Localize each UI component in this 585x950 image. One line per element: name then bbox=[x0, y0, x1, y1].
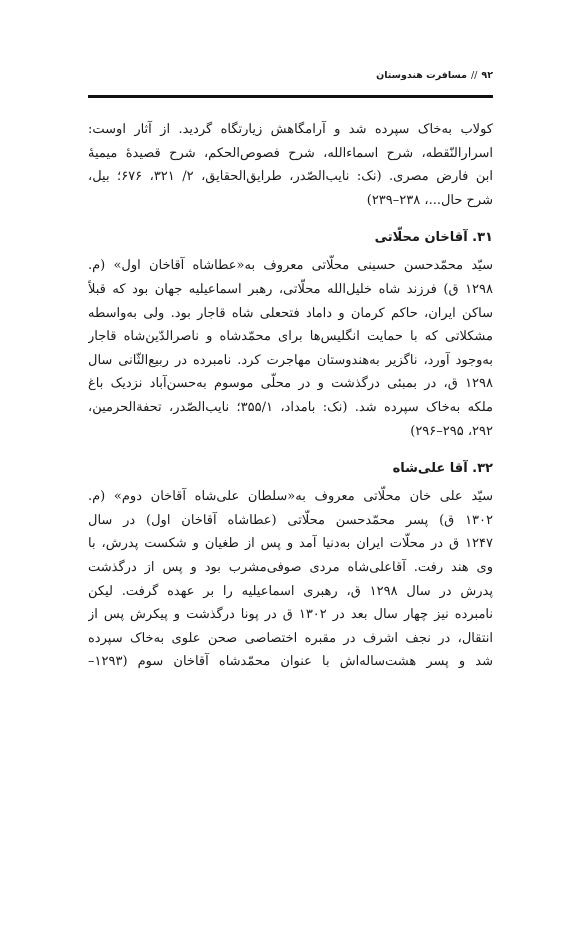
header-separator: // bbox=[470, 70, 478, 81]
page-number: ۹۲ bbox=[481, 70, 493, 81]
text-line: نامبرده نیز چهار سال بعد در ۱۳۰۲ ق در پونا درگذشت و پیکرش پس از bbox=[88, 607, 493, 623]
text-line: ملکه به‌خاک سپرده شد. (نک: بامداد، ۳۵۵/۱؛ نایب‌الصّدر، تحفة‌الحرمین، bbox=[88, 399, 493, 415]
page-body bbox=[88, 118, 493, 674]
book-page bbox=[88, 0, 493, 950]
text-line: ۲۹۲، ۲۹۵–۲۹۶) bbox=[410, 423, 493, 439]
text-line: پدرش در سال ۱۲۹۸ ق، رهبری اسماعیلیه را بر عهده گرفت. لیکن bbox=[88, 583, 493, 599]
section-heading-32: ۳۲. آقا علی‌شاه bbox=[392, 461, 493, 477]
text-line: ۱۲۹۸ ق، در بمبئی درگذشت و در محلّی موسوم به‌حسن‌آباد نزدیک باغ bbox=[88, 376, 493, 392]
text-line: وی هند رفت. آقاعلی‌شاه مردی صوفی‌مشرب بود و پس از درگذشت bbox=[88, 559, 493, 575]
section-heading-31: ۳۱. آقاخان محلّاتی bbox=[374, 230, 493, 246]
text-line: انتقال، در نجف اشرف در مقبره اختصاصی صحن علوی به‌خاک سپرده bbox=[88, 630, 493, 646]
text-line: شد و پسر هشت‌ساله‌اش با عنوان محمّدشاه آقاخان سوم (۱۲۹۳– bbox=[88, 654, 493, 670]
book-title: مسافرت هندوستان bbox=[376, 70, 467, 81]
text-line: سیّد محمّدحسن حسینی محلّاتی معروف به«عطاشاه آقاخان اول» (م. bbox=[88, 258, 493, 274]
text-line: اسرارالنّقطه، شرح اسماءالله، شرح فصوص‌الحکم، شرح قصیدهٔ میمیهٔ bbox=[88, 145, 493, 161]
text-line: ابن فارض مصری. (نک: نایب‌الصّدر، طرایق‌الحقایق، ۲/ ۳۲۱، ۶۷۶؛ بیل، bbox=[88, 169, 493, 185]
text-line: به‌وجود آورد، ناگزیر به‌هندوستان مهاجرت کرد. نامبرده در ربیع‌الثّانی سال bbox=[88, 352, 493, 368]
text-line: سیّد علی خان محلّاتی معروف به«سلطان علی‌شاه آقاخان دوم» (م. bbox=[88, 489, 493, 505]
text-line: ۱۳۰۲ ق) پسر محمّدحسن محلّاتی (عطاشاه آقاخان اول) در سال bbox=[88, 512, 493, 528]
text-line: ۱۲۴۷ ق در محلّات ایران به‌دنیا آمد و پس از طغیان و شکست پدرش، با bbox=[88, 536, 493, 552]
section-31-paragraph bbox=[88, 254, 493, 443]
text-line: شرح حال...، ۲۳۸–۲۳۹) bbox=[366, 192, 493, 208]
running-head bbox=[88, 70, 493, 81]
text-line: کولاب به‌خاک سپرده شد و آرامگاهش زیارتگاه گردید. از آثار اوست: bbox=[88, 122, 493, 137]
intro-paragraph bbox=[88, 118, 493, 212]
text-line: مشکلاتی که با حمایت انگلیس‌ها برای محمّدشاه و ناصرالدّین‌شاه قاجار bbox=[88, 329, 493, 345]
header-rule bbox=[88, 95, 493, 98]
text-line: ۱۲۹۸ ق) فرزند شاه خلیل‌الله محلّاتی، رهبر اسماعیلیه جهان بود که قبلاً bbox=[88, 281, 493, 297]
section-32-paragraph bbox=[88, 485, 493, 674]
text-line: ساکن ایران، حاکم کرمان و داماد فتحعلی شاه قاجار بود. ولی به‌واسطه bbox=[88, 305, 493, 321]
